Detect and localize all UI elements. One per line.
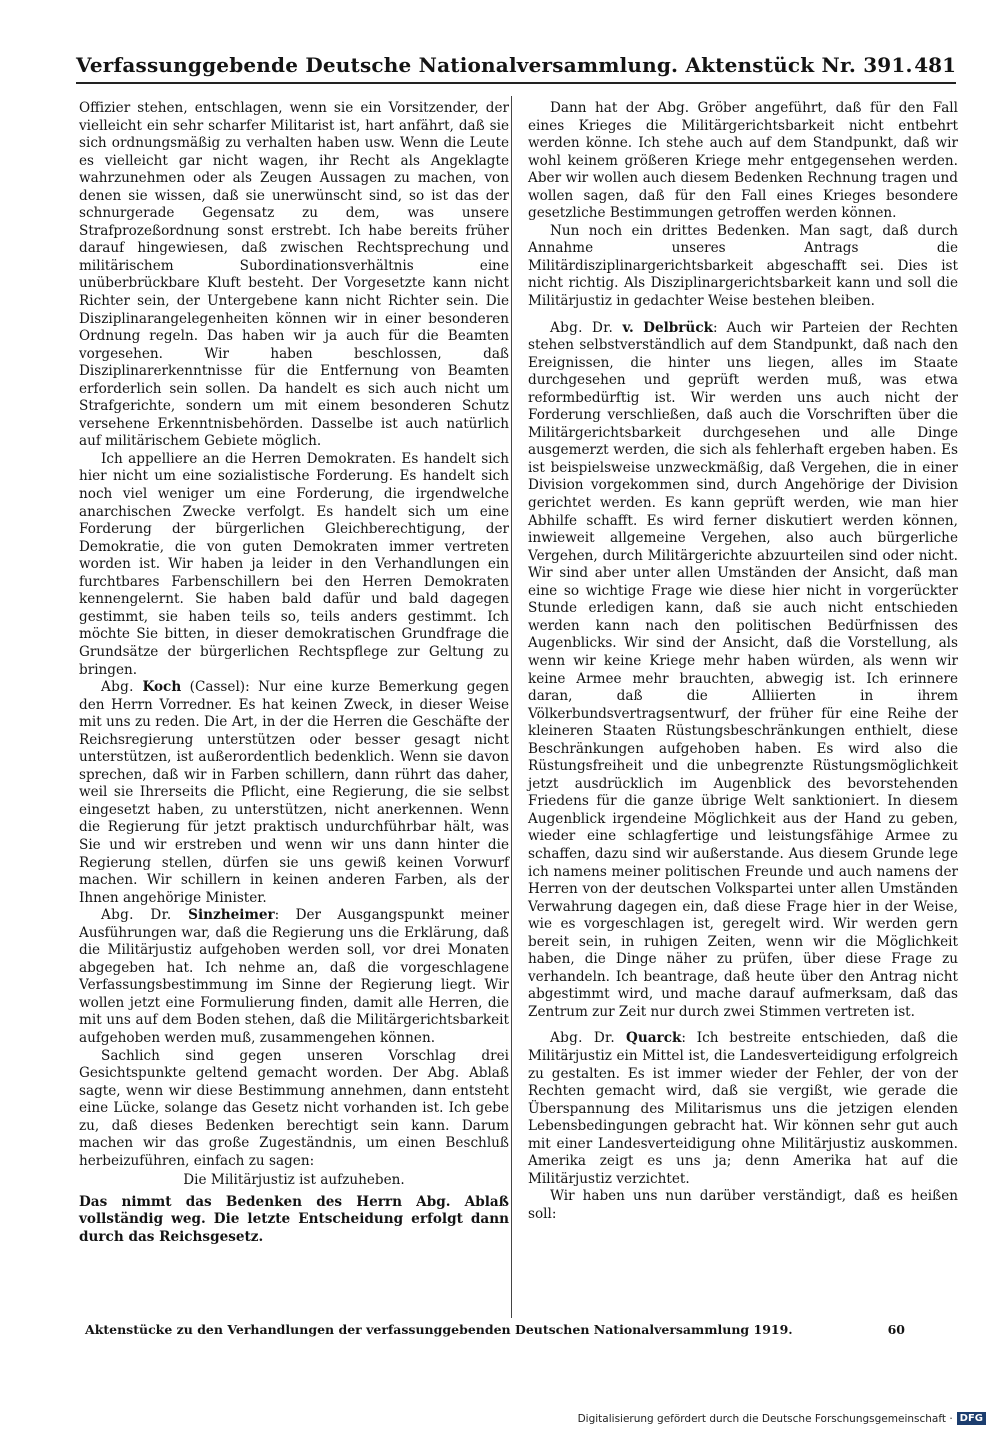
page-header: [76, 48, 956, 84]
speaker-suffix: (Cassel):: [181, 679, 259, 696]
speaker-suffix: :: [681, 1030, 697, 1047]
digitization-credit: [578, 1412, 986, 1425]
speech-paragraph: Abg. Dr. Sinzheimer: Der Ausgangspunkt meiner Ausführungen war, daß die Regierung uns die Erklärung, daß die Militärjustiz aufgehoben werden soll, vor drei Monaten abgegeben hat. Ich nehme an, daß die vorgeschlagene Verfassungsbestimmung im Sinne der Regierung liegt. Wir wollen jetzt eine Formulierung finden, damit alle Herren, die mit uns auf dem Boden stehen, daß die Militärgerichtsbarkeit aufgehoben werden muß, zusammengehen können.: [79, 907, 510, 1046]
running-title: Verfassunggebende Deutsche Nationalversammlung. Aktenstück Nr. 391.: [76, 53, 913, 77]
footer-source: Aktenstücke zu den Verhandlungen der verfassunggebenden Deutschen Nationalversammlung 1919.: [85, 1322, 793, 1337]
speaker-name: Koch: [142, 679, 182, 696]
speaker-name: Sinzheimer: [188, 907, 275, 924]
sheet-number: 60: [887, 1322, 905, 1337]
left-column: [79, 100, 509, 1247]
speaker-title: Abg.: [101, 679, 143, 696]
speaker-title: Abg. Dr.: [101, 907, 189, 924]
speaker-name: v. Delbrück: [622, 319, 714, 336]
speech-paragraph: Abg. Koch (Cassel): Nur eine kurze Bemerkung gegen den Herrn Vorredner. Es hat keinen Zweck, in dieser Weise mit uns zu reden. Die Art, in der die Herren die Geschäfte der Reichsregierung unterstützen oder besser gesagt nicht unterstützen, ist außerordentlich bedenklich. Wenn sie davon sprechen, daß wir in Farben schillern, dann rührt das daher, weil sie Ihrerseits die Pflicht, eine Regierung, die sie selbst eingesetzt haben, zu unterstützen, nicht anerkennen. Wenn die Regierung für jetzt praktisch undurchführbar hält, was Sie und wir erstreben und wenn wir uns dann hinter die Regierung stellen, dürfen sie uns gewiß keinen Vorwurf machen. Wir schillern in keinen anderen Farben, als der Ihnen angehörige Minister.: [79, 679, 509, 906]
paragraph: Wir haben uns nun darüber verständigt, daß es heißen soll:: [528, 1188, 958, 1222]
column-divider: [511, 96, 512, 1318]
quoted-proposal: Die Militärjustiz ist aufzuheben.: [183, 1172, 405, 1189]
page-footer: [85, 1322, 905, 1337]
paragraph: Nun noch ein drittes Bedenken. Man sagt, daß durch Annahme unseres Antrags die Militärdisziplinargerichtsbarkeit abgeschafft sei. Dies ist nicht richtig. Als Disziplinargerichtsbarkeit kann und soll die Militärjustiz in gedachter Weise bestehen bleiben.: [528, 222, 958, 310]
paragraph: Sachlich sind gegen unseren Vorschlag drei Gesichtspunkte geltend gemacht worden. Der Abg. Ablaß sagte, wenn wir diese Bestimmung annehmen, dann entsteht eine Lücke, solange das Gesetz nicht vorhanden ist. Ich gebe zu, daß dieses Bedenken berechtigt sein kann. Darum machen wir das große Zugeständnis, um einen Beschluß herbeizuführen, einfach zu sagen:: [79, 1047, 509, 1169]
dfg-logo: DFG: [957, 1412, 986, 1425]
speech-paragraph: Abg. Dr. Quarck: Ich bestreite entschieden, daß die Militärjustiz ein Mittel ist, die Landesverteidigung erfolgreich zu gestalten. Es ist immer wieder der Fehler, der von der Rechten gemacht wird, daß sie vergißt, wie gerade die Überspannung des Militarismus uns die jetzigen elenden Lebensbedingungen gebracht hat. Wir können sehr gut auch mit einer Landesverteidigung ohne Militärjustiz auskommen. Amerika zeigt es uns ja; denn Amerika hat auf die Militärjustiz verzichtet.: [528, 1030, 958, 1187]
paragraph: Ich appelliere an die Herren Demokraten. Es handelt sich hier nicht um eine sozialistische Forderung. Es handelt sich noch viel weniger um eine Forderung, die irgendwelche anarchischen Zwecke verfolgt. Es handelt sich um eine Forderung der bürgerlichen Gleichberechtigung, der Demokratie, die von guten Demokraten immer vertreten worden ist. Wir haben ja leider in den Verhandlungen ein furchtbares Farbenschillern bei den Herren Demokraten kennengelernt. Sie haben bald dafür und bald dagegen gestimmt, sie haben teils so, teils anders gestimmt. Ich möchte Sie bitten, in dieser demokratischen Grundfrage die Grundsätze der bürgerlichen Rechtspflege zur Geltung zu bringen.: [79, 450, 509, 678]
speaker-suffix: :: [274, 907, 296, 924]
speaker-title: Abg. Dr.: [550, 1030, 627, 1047]
paragraph: Offizier stehen, entschlagen, wenn sie ein Vorsitzender, der vielleicht ein sehr scharfer Militarist ist, hart anfährt, daß sie sich ordnungsmäßig zu verhalten haben usw. Wenn die Leute es vielleicht gar nicht wagen, ihr Recht als Angeklagte wahrzunehmen oder als Zeugen Aussagen zu machen, von denen sie wissen, daß sie unerwünscht sind, so ist das der schnurgerade Gegensatz zu dem, was unsere Strafprozeßordnung sonst erstrebt. Ich habe bereits früher darauf hingewiesen, daß zwischen Rechtsprechung und militärischem Subordinationsverhältnis eine unüberbrückbare Kluft besteht. Der Vorgesetzte kann nicht Richter sein, der Untergebene kann nicht Richter sein. Die Disziplinarangelegenheiten können wir in einer besonderen Ordnung regeln. Das haben wir ja auch für die Beamten vorgesehen. Wir haben beschlossen, daß Disziplinarerkenntnisse für die Entfernung von Beamten erforderlich sein sollen. Da handelt es sich auch nicht um Strafgerichte, sondern um mit einem besonderen Schutz versehene Erkenntnisbehörden. Dasselbe ist auch natürlich auf militärischem Gebiete möglich.: [79, 100, 509, 450]
speaker-title: Abg. Dr.: [550, 319, 623, 336]
speaker-suffix: :: [713, 319, 727, 336]
speech-paragraph: Abg. Dr. v. Delbrück: Auch wir Parteien der Rechten stehen selbstverständlich auf dem Standpunkt, daß nach den Ereignissen, die hinter uns liegen, alles im Staate durchgesehen und geprüft werden muß, was etwa reformbedürftig ist. Wir werden uns auch nicht der Forderung verschließen, daß auch die Vorschriften über die Militärgerichtsbarkeit durchgesehen und alle Dinge ausgemerzt werden, die sich als fehlerhaft ergeben haben. Es ist beispielsweise unzweckmäßig, daß Vergehen, die in einer Division vorgekommen sind, durch Angehörige der Division gerichtet werden. Es kann geprüft werden, wie man hier Abhilfe schafft. Es wird ferner diskutiert werden können, inwieweit allgemeine Vergehen, also auch bürgerliche Vergehen, durch Militärgerichte abzuurteilen sind oder nicht. Wir sind aber unter allen Umständen der Ansicht, daß man eine so wichtige Frage wie diese hier nicht in vorgerückter Stunde erledigen kann, daß sie auch nicht entschieden werden kann nach den politischen Bedürfnissen des Augenblicks. Wir sind der Ansicht, daß die Vorstellung, als wenn wir keine Kriege mehr haben würden, als wenn wir keine Armee mehr brauchten, abwegig ist. Ich erinnere daran, daß die Alliierten in ihrem Völkerbundsvertragsentwurf, der früher für eine Reihe der kleineren Staaten Rüstungsbeschränkungen enthielt, diese Beschränkungen aufgehoben haben. Es wird also die Rüstungsfreiheit und die unbegrenzte Rüstungsmöglichkeit jetzt ausdrücklich im Augenblick des bevorstehenden Friedens für die ganze übrige Welt sanktioniert. In diesem Augenblick irgendeine Möglichkeit aus der Hand zu geben, wieder eine schlagfertige und leistungsfähige Armee zu schaffen, dazu sind wir außerstande. Aus diesem Grunde lege ich namens meiner politischen Freunde und auch namens der Herren von der deutschen Volkspartei unter allen Umständen Verwahrung dagegen ein, daß diese Frage hier in der Weise, wie es vorgeschlagen ist, geregelt wird. Wir werden gern bereit sein, in ruhigen Zeiten, wenn wir die Möglichkeit haben, die Dinge näher zu prüfen, über diese Frage zu verhandeln. Ich beantrage, daß heute über den Antrag nicht abgestimmt wird, und mache darauf aufmerksam, daß das Zentrum zur Zeit nur durch zwei Stimmen vertreten ist.: [528, 319, 959, 1020]
speaker-name: Quarck: [626, 1030, 682, 1047]
paragraph: Das nimmt das Bedenken des Herrn Abg. Ablaß vollständig weg. Die letzte Entscheidung erfolgt dann durch das Reichsgesetz.: [79, 1193, 509, 1245]
credit-text: Digitalisierung gefördert durch die Deutsche Forschungsgemeinschaft ·: [577, 1412, 953, 1425]
paragraph: Dann hat der Abg. Gröber angeführt, daß für den Fall eines Krieges die Militärgerichtsbarkeit nicht entbehrt werden könne. Ich stehe auch auf dem Standpunkt, daß wir wohl keinem größeren Kriege mehr entgegensehen werden. Aber wir wollen auch diesem Bedenken Rechnung tragen und wollen sagen, daß für den Fall eines Krieges besondere gesetzliche Bestimmungen getroffen werden können.: [528, 100, 958, 222]
page-number: 481: [914, 53, 956, 77]
right-column: [528, 100, 958, 1223]
